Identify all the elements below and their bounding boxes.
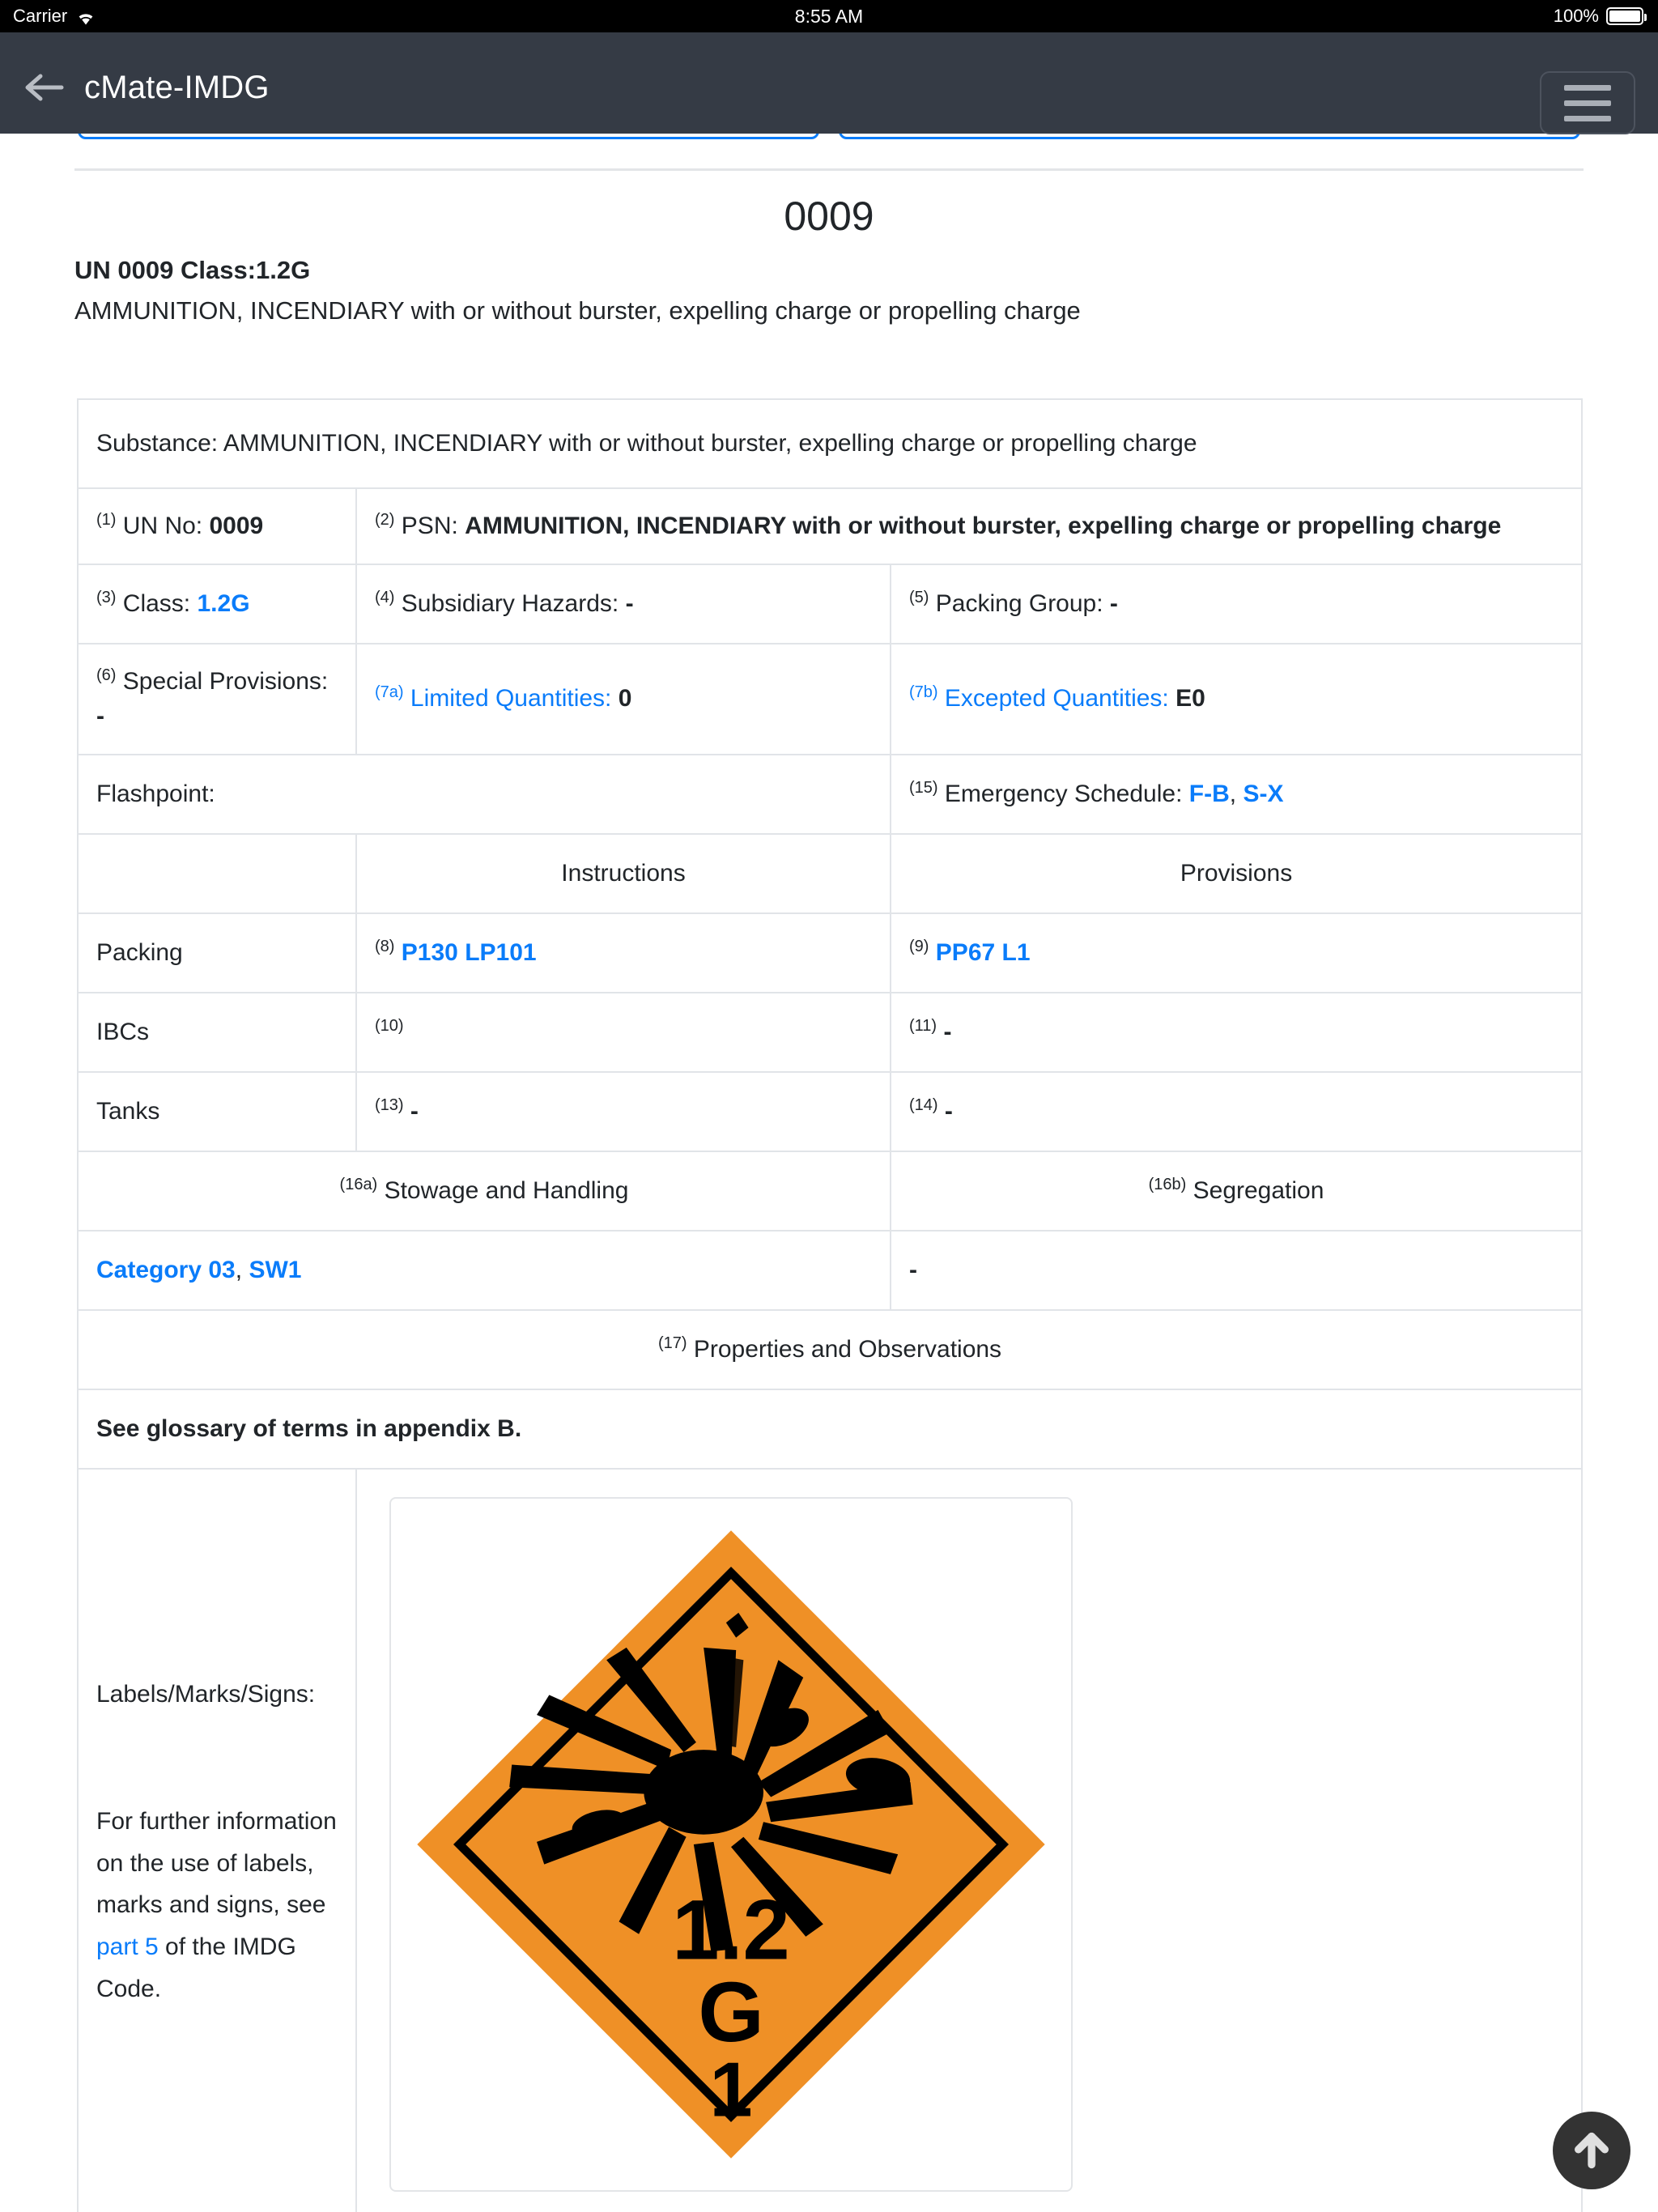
packing-group-label: Packing Group: (935, 589, 1103, 617)
stowage-sw1-value[interactable]: SW1 (249, 1256, 302, 1283)
status-bar-clock: 8:55 AM (794, 5, 864, 27)
ref-5: (5) (909, 588, 929, 606)
part-5-link[interactable]: part 5 (96, 1933, 159, 1961)
column-header-properties-and-observations (78, 1310, 1582, 1389)
special-provisions-value: - (96, 703, 104, 730)
table-row-glossary-note (78, 1389, 1582, 1469)
stowage-separator: , (235, 1256, 243, 1283)
limited-quantities-label[interactable]: Limited Quantities: (410, 685, 612, 713)
table-row-tanks (78, 1072, 1582, 1151)
emergency-schedule-label: Emergency Schedule: (944, 780, 1183, 807)
scroll-to-top-button[interactable] (1553, 2112, 1630, 2189)
column-header-segregation (891, 1151, 1582, 1231)
further-information-note (96, 1801, 338, 2010)
back-arrow-icon[interactable] (23, 70, 66, 105)
tanks-provisions-value: - (944, 1097, 953, 1125)
glossary-note: See glossary of terms in appendix B. (78, 1389, 1582, 1469)
ios-status-bar (0, 0, 1658, 32)
ref-2: (2) (375, 511, 395, 529)
emergency-schedule-value-fb[interactable]: F-B (1188, 780, 1230, 807)
cell-emergency-schedule (891, 755, 1582, 834)
table-row-labels-marks-signs (78, 1469, 1582, 2212)
un-no-value: 0009 (209, 513, 264, 539)
substance-label: Substance: (96, 430, 219, 457)
further-info-text-post: of the IMDG Code. (96, 1933, 296, 2002)
app-title: cMate-IMDG (84, 70, 270, 105)
cell-tanks-provisions (891, 1072, 1582, 1151)
cell-psn (356, 488, 1582, 564)
segregation-header-label: Segregation (1192, 1176, 1324, 1204)
hazard-class-number-text: 1 (709, 2046, 753, 2133)
ref-14: (14) (909, 1095, 938, 1114)
class-value[interactable]: 1.2G (197, 589, 250, 617)
ref-16b: (16b) (1148, 1175, 1187, 1193)
table-row-packing (78, 913, 1582, 993)
page-title: 0009 (784, 194, 874, 239)
cell-packing-instructions (356, 913, 891, 993)
excepted-quantities-value: E0 (1175, 685, 1205, 713)
row-label-tanks: Tanks (78, 1072, 356, 1151)
dangerous-goods-list-table (77, 398, 1583, 2212)
special-provisions-label: Special Provisions: (122, 667, 329, 695)
ref-13: (13) (375, 1095, 404, 1114)
cell-limited-quantities (356, 644, 891, 755)
table-row-provisions (78, 644, 1582, 755)
cell-hazard-placard (356, 1469, 1582, 2212)
psn-value: AMMUNITION, INCENDIARY with or without burster, expelling charge or propelling charge (465, 513, 1502, 539)
table-row-properties-header (78, 1310, 1582, 1389)
table-row-substance (78, 399, 1582, 488)
un-no-label: UN No: (122, 513, 203, 539)
carrier-label: Carrier (13, 6, 68, 26)
table-row-flashpoint (78, 755, 1582, 834)
packing-instructions-value[interactable]: P130 LP101 (401, 938, 537, 966)
cell-ibcs-instructions (356, 993, 891, 1072)
column-header-provisions: Provisions (891, 834, 1582, 913)
table-row-ibcs (78, 993, 1582, 1072)
limited-quantities-value: 0 (618, 685, 632, 713)
cell-labels-marks-signs-text (78, 1469, 356, 2212)
cell-packing-group (891, 564, 1582, 644)
cell-empty-corner (78, 834, 356, 913)
packing-group-value: - (1109, 589, 1118, 617)
hamburger-menu-icon[interactable] (1540, 71, 1635, 134)
psn-subtitle: AMMUNITION, INCENDIARY with or without burster, expelling charge or propelling charge (74, 296, 1081, 325)
arrow-up-icon (1569, 2128, 1614, 2173)
ref-16a: (16a) (339, 1175, 378, 1193)
cell-stowage-values (78, 1231, 891, 1310)
ref-6: (6) (96, 666, 117, 684)
packing-provisions-value[interactable]: PP67 L1 (935, 938, 1031, 966)
cell-tanks-instructions (356, 1072, 891, 1151)
class-label: Class: (122, 589, 191, 617)
row-label-packing: Packing (78, 913, 356, 993)
battery-icon (1606, 7, 1643, 25)
ref-4: (4) (375, 588, 395, 606)
psn-label: PSN: (401, 513, 458, 539)
cell-segregation-value (891, 1231, 1582, 1310)
ref-15: (15) (909, 778, 938, 797)
further-info-text-pre: For further information on the use of labels, marks and signs, see (96, 1808, 337, 1919)
app-header-bar (0, 32, 1658, 134)
un-class-subtitle: UN 0009 Class:1.2G (74, 256, 311, 284)
flashpoint-label: Flashpoint: (96, 780, 215, 807)
cell-packing-provisions (891, 913, 1582, 993)
table-row-class (78, 564, 1582, 644)
column-header-instructions: Instructions (356, 834, 891, 913)
segregation-value: - (909, 1256, 917, 1283)
ref-11: (11) (909, 1016, 937, 1035)
hazard-compat-group-text: G (698, 1964, 764, 2060)
cell-un-no (78, 488, 356, 564)
table-row-column-headers (78, 834, 1582, 913)
ibcs-provisions-value: - (943, 1018, 952, 1045)
hazard-division-text: 1.2 (672, 1882, 790, 1978)
stowage-header-label: Stowage and Handling (384, 1176, 629, 1204)
cell-ibcs-provisions (891, 993, 1582, 1072)
stowage-category-value[interactable]: Category 03 (96, 1256, 236, 1283)
ref-7a: (7a) (375, 683, 404, 702)
ref-9: (9) (909, 937, 929, 955)
table-row-stowage-headers (78, 1151, 1582, 1231)
labels-marks-signs-label: Labels/Marks/Signs: (96, 1680, 316, 1708)
ref-3: (3) (96, 588, 117, 606)
row-label-ibcs: IBCs (78, 993, 356, 1072)
table-row-unno-psn (78, 488, 1582, 564)
emergency-schedule-value-sx[interactable]: S-X (1243, 780, 1284, 807)
cell-substance (78, 399, 1582, 488)
cell-flashpoint (78, 755, 891, 834)
properties-header-label: Properties and Observations (693, 1335, 1002, 1363)
ref-17: (17) (657, 1334, 687, 1352)
emergency-schedule-separator: , (1229, 780, 1237, 807)
subsidiary-hazards-value: - (625, 589, 634, 617)
cell-special-provisions (78, 644, 356, 755)
table-row-stowage-values (78, 1231, 1582, 1310)
status-bar-right (1554, 6, 1643, 27)
ref-10: (10) (375, 1016, 404, 1035)
substance-value: AMMUNITION, INCENDIARY with or without burster, expelling charge or propelling charge (223, 430, 1197, 457)
hazard-placard-frame (389, 1497, 1073, 2192)
cell-class (78, 564, 356, 644)
cell-subsidiary-hazards (356, 564, 891, 644)
ref-7b: (7b) (909, 683, 938, 702)
subsidiary-hazards-label: Subsidiary Hazards: (401, 589, 619, 617)
cell-excepted-quantities (891, 644, 1582, 755)
explosive-hazard-label-icon (407, 1521, 1055, 2168)
tanks-instructions-value: - (410, 1097, 419, 1125)
excepted-quantities-label[interactable]: Excepted Quantities: (944, 685, 1169, 713)
ref-1: (1) (96, 511, 117, 529)
header-divider (74, 168, 1584, 171)
column-header-stowage-and-handling (78, 1151, 891, 1231)
battery-percent-label: 100% (1553, 6, 1599, 26)
ref-8: (8) (375, 937, 395, 955)
